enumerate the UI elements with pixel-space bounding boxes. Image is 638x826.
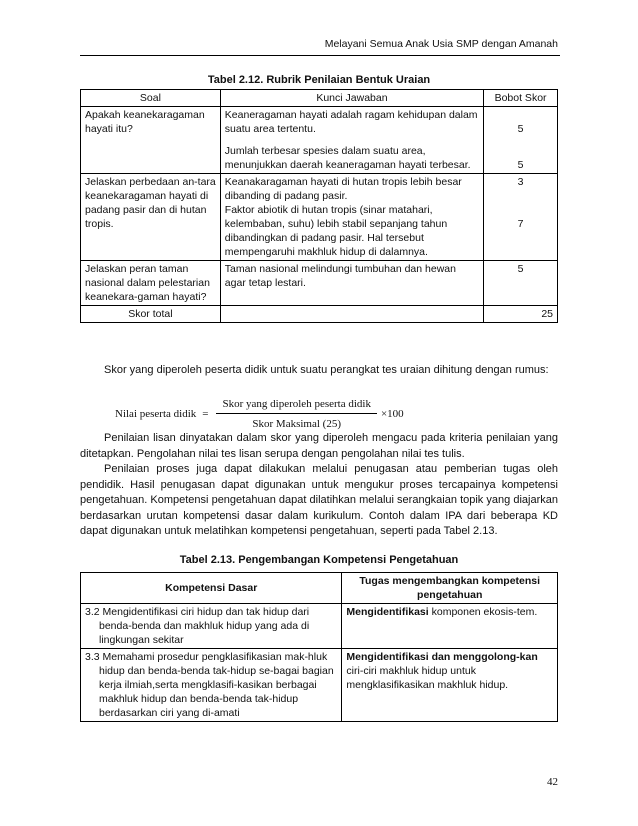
total-value: 25 bbox=[484, 306, 558, 323]
kunci-cell: Taman nasional melindungi tumbuhan dan hewan agar tetap lestari. bbox=[220, 261, 483, 306]
table-row bbox=[81, 649, 558, 722]
running-header: Melayani Semua Anak Usia SMP dengan Amanah bbox=[324, 38, 558, 50]
kunci-cell bbox=[220, 174, 483, 261]
score-formula bbox=[115, 397, 404, 431]
tugas-cell bbox=[342, 649, 558, 722]
formula-numerator: Skor yang diperoleh peserta didik bbox=[216, 397, 376, 414]
paragraph-text: Skor yang diperoleh peserta didik untuk suatu perangkat tes uraian dihitung dengan rumus: bbox=[104, 364, 549, 376]
kunci-cell bbox=[220, 107, 483, 174]
tugas-keyword: Mengidentifikasi bbox=[346, 606, 429, 618]
table-row bbox=[81, 174, 558, 261]
kd-cell: 3.3 Memahami prosedur pengklasifikasian mak-hluk hidup dan benda-benda tak-hidup se-bagai bagian kerja ilmiah,serta mengklasifi-kasikan berbagai makhluk hidup dan benda-benda tak-hidup berdasarkan ciri yang di-amati bbox=[81, 649, 342, 722]
tugas-text: ciri-ciri makhluk hidup untuk mengklasifikasikan makhluk hidup. bbox=[346, 665, 509, 691]
tugas-keyword: Mengidentifikasi dan menggolong-kan bbox=[346, 651, 538, 663]
score-cell bbox=[484, 174, 558, 261]
total-row bbox=[81, 306, 558, 323]
table-row bbox=[81, 107, 558, 174]
soal-cell: Apakah keanekaragaman hayati itu? bbox=[81, 107, 221, 174]
formula-times: ×100 bbox=[380, 408, 404, 420]
page-number: 42 bbox=[547, 776, 558, 788]
score-value: 5 bbox=[484, 261, 558, 306]
kunci-item: Faktor abiotik di hutan tropis (sinar matahari, kelembaban, suhu) lebih stabil sepanjang tahun dibandingkan di padang pasir. Hal tersebut mempengaruhi makhluk hidup di dalamnya. bbox=[224, 204, 448, 258]
table-header-row bbox=[81, 573, 558, 604]
table-header-row bbox=[81, 90, 558, 107]
score-value: 3 bbox=[517, 176, 524, 188]
header-kd: Kompetensi Dasar bbox=[81, 573, 342, 604]
header-soal: Soal bbox=[81, 90, 221, 107]
tugas-text: komponen ekosis-tem. bbox=[428, 606, 538, 618]
header-bobot: Bobot Skor bbox=[484, 90, 558, 107]
kunci-item: Keaneragaman hayati adalah ragam kehidupan dalam suatu area tertentu. bbox=[224, 109, 478, 135]
paragraph-text: Penilaian proses juga dapat dilakukan melalui penugasan atau pemberian tugas oleh pendidik. Hasil penugasan dapat digunakan untuk mengukur proses tercapainya kompetensi pengetahuan. Kompetensi pengetahuan dapat dilatihkan melalui serangkaian topik yang diajarkan berdasarkan urutan kompetensi dasar dalam kurikulum. Contoh dalam IPA dari beberapa KD dapat digunakan untuk melatihkan kompetensi pengetahuan, seperti pada Tabel 2.13. bbox=[80, 463, 558, 537]
header-tugas: Tugas mengembangkan kompetensi pengetahuan bbox=[342, 573, 558, 604]
table1-caption: Tabel 2.12. Rubrik Penilaian Bentuk Uraian bbox=[207, 74, 431, 86]
soal-cell: Jelaskan peran taman nasional dalam pelestarian keanekara-gaman hayati? bbox=[81, 261, 221, 306]
rubric-table bbox=[80, 89, 558, 323]
paragraph bbox=[80, 363, 558, 379]
header-rule bbox=[80, 55, 560, 56]
competency-table bbox=[80, 572, 558, 722]
kunci-item: Jumlah terbesar spesies dalam suatu area, menunjukkan daerah keaneragaman hayati terbesar. bbox=[224, 145, 471, 171]
paragraph bbox=[80, 431, 558, 540]
total-label: Skor total bbox=[81, 306, 221, 323]
score-value: 5 bbox=[517, 123, 524, 135]
score-value: 5 bbox=[517, 159, 524, 171]
paragraph-text: Penilaian lisan dinyatakan dalam skor yang diperoleh mengacu pada kriteria penilaian yang ditetapkan. Pengolahan nilai tes lisan serupa dengan pengolahan nilai tes tulis. bbox=[80, 432, 558, 460]
tugas-cell bbox=[342, 604, 558, 649]
score-value: 7 bbox=[517, 218, 524, 230]
score-cell bbox=[484, 107, 558, 174]
table-row bbox=[81, 261, 558, 306]
kunci-item: Keanakaragaman hayati di hutan tropis lebih besar dibanding di padang pasir. bbox=[224, 176, 462, 202]
table2-caption: Tabel 2.13. Pengembangan Kompetensi Pengetahuan bbox=[179, 554, 459, 566]
formula-eq: = bbox=[202, 408, 209, 420]
table-row bbox=[81, 604, 558, 649]
kd-cell: 3.2 Mengidentifikasi ciri hidup dan tak hidup dari benda-benda dan makhluk hidup yang ada di lingkungan sekitar bbox=[81, 604, 342, 649]
soal-cell: Jelaskan perbedaan an-tara keanekaragaman hayati di padang pasir dan di hutan tropis. bbox=[81, 174, 221, 261]
formula-denominator: Skor Maksimal (25) bbox=[252, 418, 342, 430]
header-kunci: Kunci Jawaban bbox=[220, 90, 483, 107]
formula-lhs: Nilai peserta didik bbox=[115, 408, 197, 420]
